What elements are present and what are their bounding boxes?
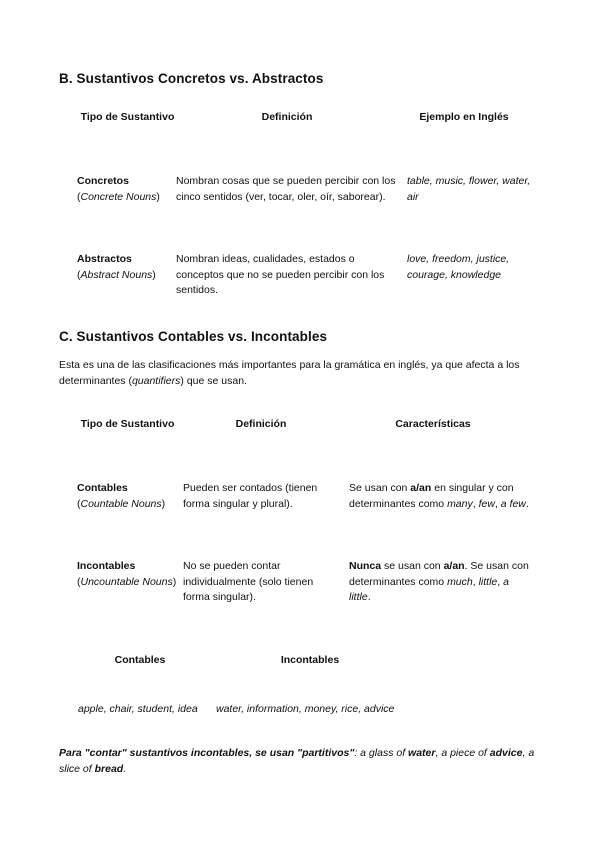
char-italic: a few (500, 497, 526, 510)
example-word: freedom (432, 253, 471, 265)
table-b-header-example: Ejemplo en Inglés (419, 111, 509, 123)
char-italic: few (478, 497, 495, 510)
type-english: Concrete Nouns (80, 190, 157, 203)
note-bold: Para "contar" sustantivos incontables, se usan "partitivos" (59, 747, 355, 759)
example-word: air (407, 190, 419, 203)
example-word: flower (468, 175, 497, 187)
intro-text: Esta es una de las clasificaciones más importantes para la gramática en inglés, ya que afecta a los determinantes ( (59, 359, 520, 387)
table-c-row-type: Contables (Countable Nouns) (77, 482, 166, 510)
section-c-title: C. Sustantivos Contables vs. Incontables (59, 329, 328, 344)
char-text: . (367, 591, 371, 603)
char-italic: many (447, 497, 473, 510)
table-c-row-characteristics (349, 559, 529, 606)
table-c-header-type: Tipo de Sustantivo (80, 418, 175, 430)
table-b-row-definition: Nombran cosas que se pueden percibir con los cinco sentidos (ver, tocar, oler, oír, saborear). (176, 175, 396, 203)
example-word: knowledge (450, 268, 501, 281)
table-b-row-definition: Nombran ideas, cualidades, estados o conceptos que no se pueden percibir con los sentidos. (176, 253, 385, 296)
table-c-header-definition: Definición (235, 418, 287, 430)
examples-countable: apple, chair, student, idea (78, 703, 198, 715)
example-word: water (502, 175, 528, 187)
char-text: , (472, 497, 479, 510)
char-bold: a/an (443, 560, 465, 572)
section-b-title: B. Sustantivos Concretos vs. Abstractos (59, 71, 324, 86)
type-name: Abstractos (77, 253, 132, 265)
note-bold: water (408, 747, 436, 759)
examples-header-countable: Contables (114, 654, 166, 666)
examples-header-uncountable: Incontables (280, 654, 340, 666)
char-text: en singular y con determinantes como (349, 482, 514, 510)
note-bold: advice (489, 747, 523, 759)
table-c-row-definition: Pueden ser contados (tienen forma singular y plural). (183, 482, 318, 510)
note-text: : a glass of (354, 747, 409, 759)
table-b-row-type: Concretos (Concrete Nouns) (77, 175, 160, 203)
type-english: Countable Nouns (80, 497, 162, 510)
table-b-header-type: Tipo de Sustantivo (80, 111, 175, 123)
note-bold: bread (94, 762, 124, 775)
table-b-row-examples: love, freedom, justice, courage, knowledge (407, 253, 510, 281)
examples-uncountable: water, information, money, rice, advice (216, 703, 395, 715)
example-word: justice (476, 253, 507, 265)
intro-italic: quantifiers (131, 374, 181, 387)
note-text: . (123, 762, 127, 775)
table-b-header-definition: Definición (261, 111, 313, 123)
intro-text-end: ) que se usan. (180, 374, 247, 387)
partitives-note (59, 746, 539, 777)
char-italic: little (478, 575, 498, 588)
table-c-row-characteristics (349, 481, 529, 512)
char-text: , (497, 575, 504, 588)
table-c-header-characteristics: Características (395, 418, 471, 430)
char-text: , (494, 497, 501, 510)
table-b-row-examples: table, music, flower, water, air (407, 175, 531, 203)
char-text: . (525, 497, 529, 510)
type-name: Contables (77, 482, 128, 494)
char-italic: much (447, 575, 473, 588)
table-b-row-type: Abstractos (Abstract Nouns) (77, 253, 156, 281)
example-word: table (407, 175, 430, 187)
example-word: love (407, 253, 427, 265)
type-english: Uncountable Nouns (80, 575, 173, 588)
table-c-row-definition: No se pueden contar individualmente (solo tienen forma singular). (183, 560, 314, 603)
type-english: Abstract Nouns (80, 268, 153, 281)
note-text: , a piece of (435, 747, 490, 759)
type-name: Concretos (77, 175, 129, 187)
char-text: . Se usan con determinantes como (349, 560, 529, 588)
example-word: music (435, 175, 464, 187)
section-c-intro (59, 358, 529, 389)
example-word: courage (407, 268, 445, 281)
table-c-row-type: Incontables (Uncountable Nouns) (77, 560, 177, 588)
char-text: se usan con (381, 560, 444, 572)
char-text: Se usan con (349, 482, 411, 494)
char-text: , (472, 575, 479, 588)
note-text: , a slice of (59, 747, 535, 775)
char-bold: a/an (410, 482, 432, 494)
char-italic: a little (349, 575, 509, 603)
char-bold: Nunca (349, 560, 382, 572)
type-name: Incontables (77, 560, 136, 572)
